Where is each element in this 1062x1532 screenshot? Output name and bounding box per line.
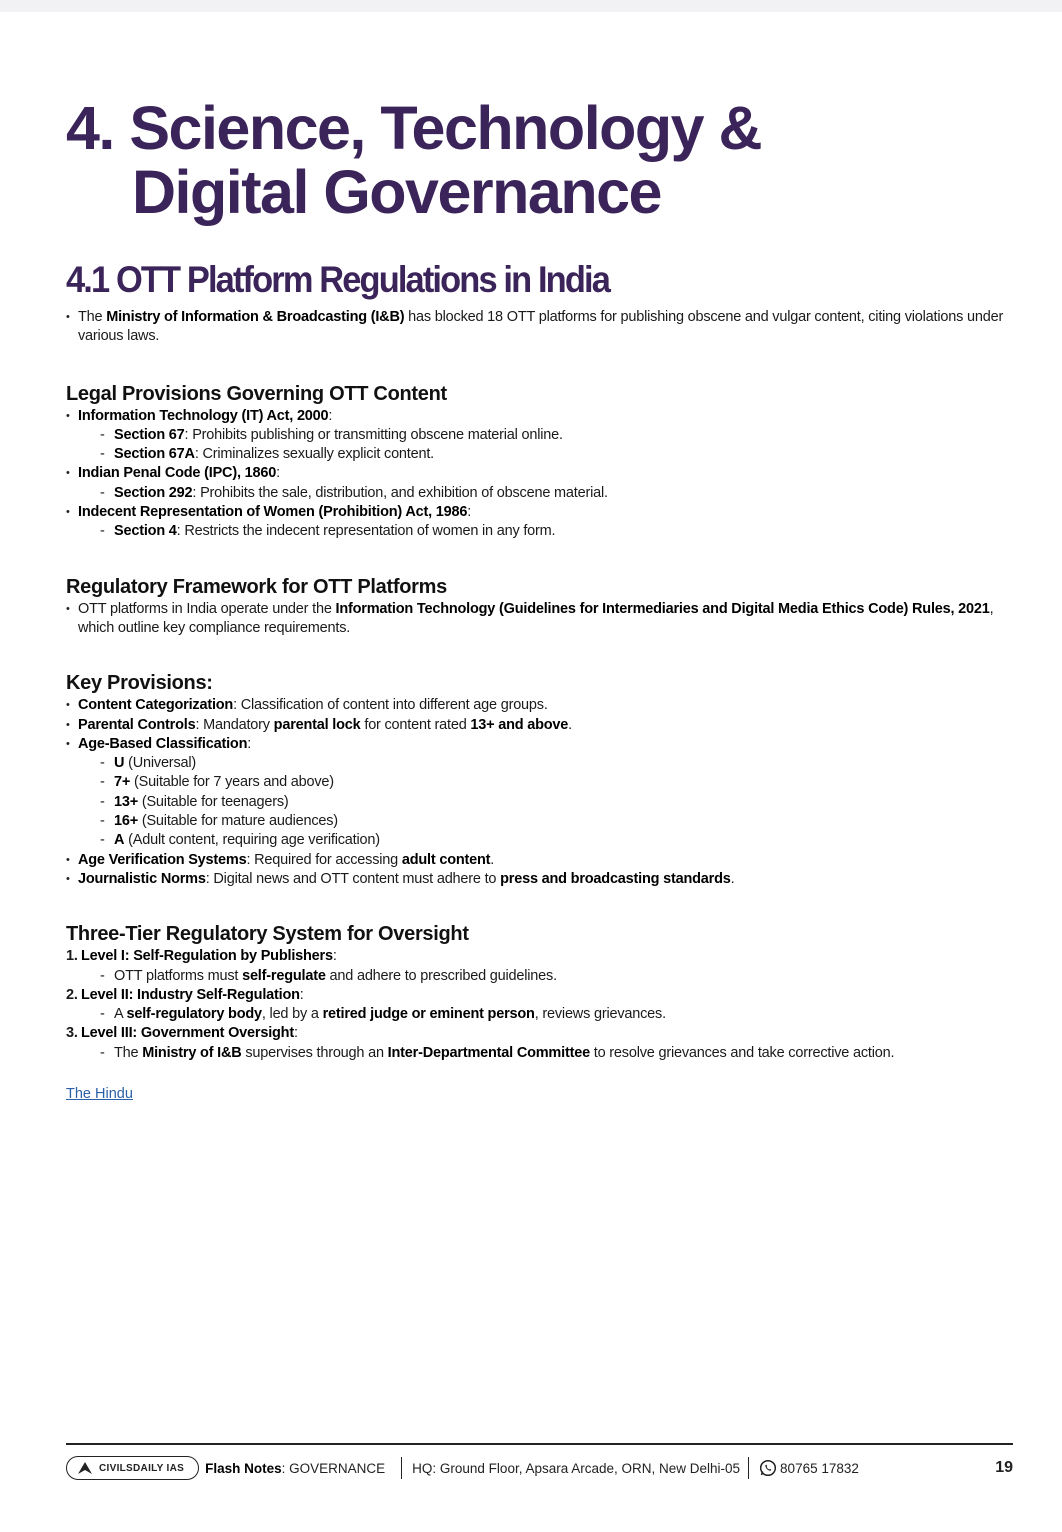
footer: [66, 1455, 1013, 1481]
bold-text: Information Technology (Guidelines for Intermediaries and Digital Media Ethics Code) Rules, 2021: [335, 600, 990, 617]
text: to resolve grievances and take corrective action.: [589, 1044, 895, 1061]
bold-text: Ministry of I&B: [142, 1044, 242, 1061]
list-item: [66, 870, 1006, 889]
framework-list: [66, 600, 1006, 639]
list-item: [66, 716, 1006, 735]
list-item: [66, 735, 1006, 851]
top-strip: [0, 0, 1062, 12]
bold-text: adult content: [401, 851, 491, 868]
sub-list: [81, 1005, 1006, 1024]
text: OTT platforms in India operate under the: [78, 600, 336, 617]
text: :: [276, 465, 280, 482]
bold-text: parental lock: [273, 716, 361, 733]
phone-number: 80765 17832: [780, 1460, 859, 1476]
bold-text: Section 67A: [114, 446, 195, 463]
text: .: [568, 716, 572, 733]
irwa-act: Indecent Representation of Women (Prohibition) Act, 1986: [78, 504, 468, 521]
bold-text: 16+: [114, 813, 138, 830]
ipc: Indian Penal Code (IPC), 1860: [78, 465, 277, 482]
bold-text: Level II: Industry Self-Regulation: [81, 986, 300, 1003]
list-item: [66, 407, 1006, 465]
text: (Suitable for 7 years and above): [130, 774, 334, 791]
page-content: [66, 96, 1006, 1063]
text: for content rated: [360, 716, 471, 733]
bold-text: 13+ and above: [470, 716, 569, 733]
sub-list: [81, 967, 1006, 986]
phone-contact: [759, 1459, 859, 1477]
list-item: [66, 851, 1006, 870]
text: :: [467, 504, 472, 521]
bold-text: retired judge or eminent person: [322, 1006, 535, 1023]
sub-list: [78, 522, 1006, 541]
text: (Universal): [124, 755, 197, 772]
text: OTT platforms must: [114, 967, 243, 984]
rating-list: [78, 754, 1006, 850]
sub-item: [100, 445, 1006, 464]
bold-text: self-regulatory body: [126, 1006, 262, 1023]
page-number: 19: [995, 1459, 1013, 1476]
provisions-list: [66, 696, 1006, 889]
provisions-heading: Key Provisions:: [66, 672, 213, 695]
text: has blocked 18 OTT platforms for publishing obscene and vulgar content, citing violations under various laws.: [78, 309, 1004, 345]
sub-item: [100, 522, 1006, 541]
whatsapp-icon: [759, 1459, 777, 1477]
bold-text: Content Categorization: [78, 697, 234, 714]
bold-text: self-regulate: [242, 967, 326, 984]
text: : Restricts the indecent representation of women in any form.: [176, 523, 556, 540]
section-title: 4.1 OTT Platform Regulations in India: [66, 259, 609, 300]
bold-text: Section 292: [114, 484, 193, 501]
text: :: [328, 407, 333, 424]
civilsdaily-logo: [66, 1456, 199, 1480]
logo-text: CIVILSDAILY IAS: [99, 1462, 185, 1474]
text: : Prohibits the sale, distribution, and exhibition of obscene material.: [192, 484, 608, 501]
sub-list: [78, 484, 1006, 503]
bold-text: Ministry of Information & Broadcasting (I&B): [106, 309, 405, 325]
text: (Adult content, requiring age verification): [124, 832, 380, 849]
chapter-title: [66, 96, 1006, 224]
sub-item: [100, 426, 1006, 445]
list-item: [66, 464, 1006, 503]
bold-text: Inter-Departmental Committee: [387, 1044, 590, 1061]
text: , led by a: [261, 1006, 323, 1023]
intro-list: [66, 308, 1006, 347]
bold-text: Journalistic Norms: [78, 870, 206, 887]
bold-text: A: [114, 832, 125, 849]
text: .: [490, 851, 495, 868]
text: , reviews grievances.: [534, 1006, 666, 1023]
text: : Mandatory: [195, 716, 274, 733]
sub-list: [78, 426, 1006, 465]
bold-text: 7+: [114, 774, 131, 791]
flash-topic: GOVERNANCE: [285, 1460, 386, 1476]
rating-item: [100, 773, 1006, 792]
text: .: [730, 870, 735, 887]
rating-item: [100, 831, 1006, 850]
bold-text: Section 4: [114, 523, 177, 540]
item-number: 1.: [66, 948, 78, 965]
text: :: [299, 986, 304, 1003]
text: (Suitable for mature audiences): [138, 813, 338, 830]
tiers-heading: Three-Tier Regulatory System for Oversight: [66, 923, 469, 946]
text: and adhere to prescribed guidelines.: [325, 967, 557, 984]
legal-provisions-section: [66, 381, 1006, 542]
sub-list: [81, 1044, 1006, 1063]
it-act: Information Technology (IT) Act, 2000: [78, 407, 329, 424]
text: : Digital news and OTT content must adhere to: [205, 870, 501, 887]
key-provisions-section: [66, 670, 1006, 889]
chapter-title-line1: Science, Technology &: [129, 94, 762, 162]
tiers-list: [66, 947, 1006, 1063]
flash-notes-label: [205, 1461, 385, 1476]
text: :: [247, 735, 252, 752]
bold-text: press and broadcasting standards: [500, 870, 731, 887]
text: :: [332, 948, 337, 965]
text: A: [114, 1006, 127, 1023]
text: supervises through an: [241, 1044, 388, 1061]
list-item: [66, 696, 1006, 715]
text: : Prohibits publishing or transmitting obscene material online.: [184, 426, 563, 443]
tier-item: [66, 947, 1006, 986]
rating-item: [100, 793, 1006, 812]
footer-separator: [748, 1457, 749, 1479]
bold-text: Age Verification Systems: [78, 851, 247, 868]
bold-text: Parental Controls: [78, 716, 196, 733]
framework-heading: Regulatory Framework for OTT Platforms: [66, 575, 447, 598]
footer-separator: [401, 1457, 402, 1479]
bold-text: Section 67: [114, 426, 185, 443]
bold-text: Age-Based Classification: [78, 735, 248, 752]
text: : Required for accessing: [246, 851, 402, 868]
sub-item: [100, 1005, 1006, 1024]
text: : Criminalizes sexually explicit content.: [194, 446, 435, 463]
text: :: [293, 1025, 298, 1042]
rating-item: [100, 812, 1006, 831]
list-item: [66, 600, 1006, 639]
tier-item: [66, 986, 1006, 1025]
text: The: [78, 309, 107, 325]
item-number: 2.: [66, 986, 78, 1003]
sub-item: [100, 967, 1006, 986]
bold-text: Level I: Self-Regulation by Publishers: [81, 948, 333, 965]
text: , which outline key compliance requirements.: [78, 600, 994, 636]
text: (Suitable for teenagers): [138, 793, 289, 810]
framework-section: [66, 574, 1006, 639]
flash-label: Flash Notes: [205, 1460, 282, 1476]
bold-text: U: [114, 755, 125, 772]
rating-item: [100, 754, 1006, 773]
tier-item: [66, 1024, 1006, 1063]
text: : Classification of content into different age groups.: [233, 697, 548, 714]
footer-divider: [66, 1443, 1013, 1445]
source-link-the-hindu[interactable]: The Hindu: [66, 1086, 133, 1102]
logo-mark-icon: [77, 1461, 93, 1475]
bold-text: 13+: [114, 793, 138, 810]
bold-text: Level III: Government Oversight: [81, 1025, 294, 1042]
text: :: [281, 1460, 286, 1476]
legal-heading: Legal Provisions Governing OTT Content: [66, 382, 447, 405]
legal-list: [66, 407, 1006, 542]
sub-item: [100, 1044, 1006, 1063]
item-number: 3.: [66, 1025, 78, 1042]
three-tier-section: [66, 921, 1006, 1063]
chapter-number: 4.: [66, 94, 114, 162]
chapter-title-line2: Digital Governance: [132, 158, 661, 226]
sub-item: [100, 484, 1006, 503]
intro-item: [66, 308, 1006, 347]
hq-address: HQ: Ground Floor, Apsara Arcade, ORN, New Delhi-05: [412, 1460, 741, 1476]
list-item: [66, 503, 1006, 542]
text: The: [114, 1044, 143, 1061]
